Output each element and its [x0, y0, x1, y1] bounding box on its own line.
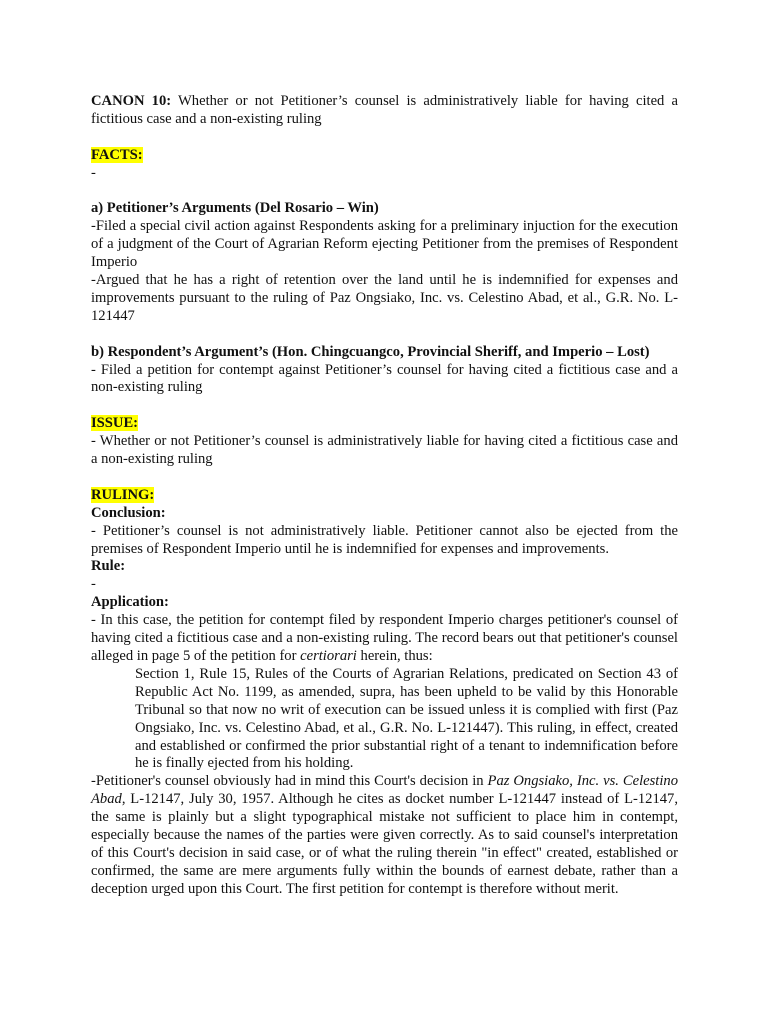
petitioner-argument-2: -Argued that he has a right of retention over the land until he is indemnified for expenses and improvements pursuant to the ruling of Paz Ongsiako, Inc. vs. Celestino Abad, et al., G.R. No. L-121447 — [91, 272, 678, 324]
application-text-2: herein, thus: — [356, 648, 433, 665]
application-label: Application: — [91, 594, 169, 611]
conclusion-text: - Petitioner’s counsel is not administratively liable. Petitioner cannot also be ejected from the premises of Respondent Imperio until he is indemnified for expenses and improvements. — [91, 522, 678, 557]
issue-text: - Whether or not Petitioner’s counsel is administratively liable for having cited a fictitious case and a non-existing ruling — [91, 433, 678, 468]
issue-heading-text: ISSUE: — [91, 415, 139, 432]
quoted-petition: Section 1, Rule 15, Rules of the Courts of Agrarian Relations, predicated on Section 43 of Republic Act No. 1199, as amended, supra, has been upheld to be valid by this Honorable Tribunal so that now no writ of execution can be issued unless it is complied with first (Paz Ongsiako, Inc. vs. Celestino Abad, et al., G.R. No. L-121447). This ruling, in effect, created and established or confirmed the prior substantial right of a tenant to indemnification before he is finally ejected from his holding. — [135, 665, 678, 772]
facts-heading-text: FACTS: — [91, 146, 143, 163]
final-text-1: -Petitioner's counsel obviously had in mind this Court's decision in — [91, 773, 488, 790]
facts-placeholder: - — [91, 164, 96, 181]
application-paragraph — [91, 612, 678, 666]
application-text-1: - In this case, the petition for contempt filed by respondent Imperio charges petitioner's counsel of having cited a fictitious case and a non-existing ruling. The record bears out that petitioner's counsel alleged in page 5 of the petition for — [91, 612, 678, 665]
facts-heading — [91, 147, 678, 165]
rule-text: - — [91, 576, 96, 593]
canon-text: Whether or not Petitioner’s counsel is administratively liable for having cited a fictitious case and a non-existing ruling — [91, 93, 678, 127]
petitioner-argument-1: -Filed a special civil action against Respondents asking for a preliminary injuction for the execution of a judgment of the Court of Agrarian Reform ejecting Petitioner from the premises of Respondent Imperio — [91, 218, 678, 271]
final-case-name: Paz Ongsiako, Inc. vs. Celestino Abad — [91, 773, 678, 808]
issue-heading — [91, 415, 678, 433]
ruling-heading — [91, 487, 678, 505]
respondent-argument-1: - Filed a petition for contempt against Petitioner’s counsel for having cited a fictitious case and a non-existing ruling — [91, 361, 678, 396]
document-body — [91, 93, 678, 899]
conclusion-label: Conclusion: — [91, 504, 166, 521]
rule-label: Rule: — [91, 558, 126, 575]
final-paragraph — [91, 773, 678, 898]
canon-label: CANON 10: — [91, 93, 172, 109]
canon-paragraph — [91, 93, 678, 129]
application-italic: certiorari — [300, 648, 357, 665]
respondent-arguments-heading: b) Respondent’s Argument’s (Hon. Chingcuangco, Provincial Sheriff, and Imperio – Lost) — [91, 343, 650, 360]
final-text-2: , L-12147, July 30, 1957. Although he cites as docket number L-121447 instead of L-12147, the same is plainly but a slight typographical mistake not sufficient to place him in contempt, especially because the names of the parties were given correctly. As to said counsel's interpretation of this Court's decision in said case, or of what the ruling therein "in effect" created, established or confirmed, the same are mere arguments fully within the bounds of earnest debate, rather than a deception urged upon this Court. The first petition for contempt is therefore without merit. — [91, 791, 678, 897]
petitioner-arguments-heading: a) Petitioner’s Arguments (Del Rosario – Win) — [91, 200, 379, 217]
ruling-heading-text: RULING: — [91, 486, 155, 503]
